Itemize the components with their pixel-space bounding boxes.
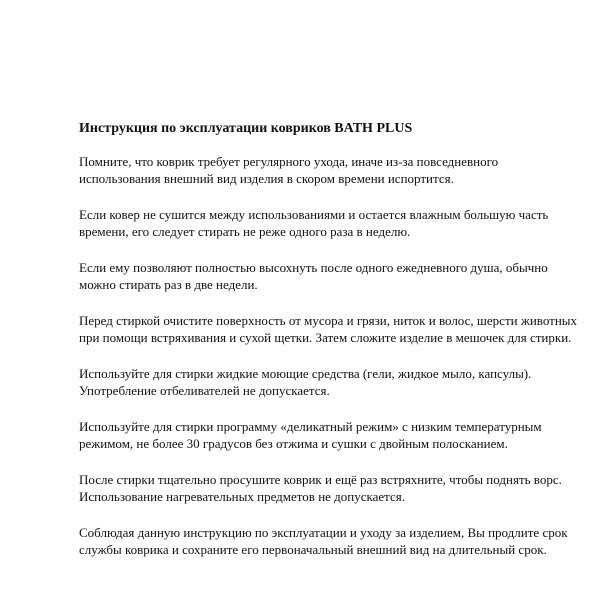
paragraph-line: времени, его следует стирать не реже одного раза в неделю.	[79, 224, 411, 239]
paragraph-weekly-wash	[79, 206, 579, 240]
paragraph-line: Соблюдая данную инструкцию по эксплуатации и уходу за изделием, Вы продлите срок	[79, 525, 568, 540]
paragraph-line: использования внешний вид изделия в скором времени испортится.	[79, 171, 454, 186]
paragraph-conclusion	[79, 524, 579, 558]
paragraph-line: Если ему позволяют полностью высохнуть после одного ежедневного душа, обычно	[79, 260, 548, 275]
paragraph-line: После стирки тщательно просушите коврик и ещё раз встряхните, чтобы поднять ворс.	[79, 472, 562, 487]
paragraph-line: Используйте для стирки программу «деликатный режим» с низким температурным	[79, 419, 542, 434]
paragraph-line: Помните, что коврик требует регулярного ухода, иначе из-за повседневного	[79, 154, 499, 169]
paragraph-line: режимом, не более 30 градусов без отжима и сушки с двойным полосканием.	[79, 436, 508, 451]
paragraph-line: Использование нагревательных предметов не допускается.	[79, 489, 406, 504]
paragraph-drying	[79, 471, 579, 505]
paragraph-line: Если ковер не сушится между использованиями и остается влажным большую часть	[79, 207, 549, 222]
paragraph-biweekly-wash	[79, 259, 579, 293]
paragraph-line: службы коврика и сохраните его первоначальный внешний вид на длительный срок.	[79, 542, 547, 557]
paragraph-line: Перед стиркой очистите поверхность от мусора и грязи, ниток и волос, шерсти животных	[79, 313, 578, 328]
paragraph-regular-care	[79, 153, 579, 187]
document-title: Инструкция по эксплуатации ковриков BATH PLUS	[79, 121, 413, 136]
paragraph-line: Употребление отбеливателей не допускается.	[79, 383, 330, 398]
paragraph-line: при помощи встряхивания и сухой щетки. Затем сложите изделие в мешочек для стирки.	[79, 330, 572, 345]
document-body	[79, 120, 579, 577]
paragraph-wash-program	[79, 418, 579, 452]
paragraph-line: можно стирать раз в две недели.	[79, 277, 258, 292]
paragraph-pre-wash-cleaning	[79, 312, 579, 346]
paragraph-detergents	[79, 365, 579, 399]
paragraph-line: Используйте для стирки жидкие моющие средства (гели, жидкое мыло, капсулы).	[79, 366, 532, 381]
